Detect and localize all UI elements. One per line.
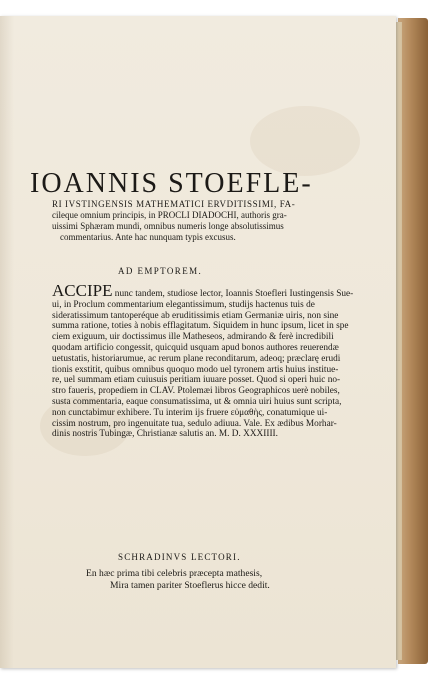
verse-line: En hæc prima tibi celebris præcepta mathesis,: [86, 568, 263, 579]
body-line: quodam artificio congessit, quicquid usquam apud bonos authores reuerendæ: [52, 342, 339, 353]
title-page: [0, 16, 396, 668]
heading-line: commentarius. Ante hac nunquam typis excusus.: [60, 232, 236, 242]
heading-line: RI IVSTINGENSIS MATHEMATICI ERVDITISSIMI, FA-: [52, 199, 296, 209]
body-line: tionis exstitit, quibus omnibus quoquo modo uel tyronem artis huius institue-: [52, 364, 339, 375]
page-gutter-shadow: [0, 16, 14, 668]
body-line: summa ratione, toties à nobis efflagitatum. Siquidem in hunc ipsum, licet in spe: [52, 321, 349, 332]
verse-block: [86, 568, 270, 591]
body-line: susta commentaria, eaque consumatissima, ut & omnia uiri huius sunt scripta,: [52, 396, 342, 407]
address-heading: AD EMPTOREM.: [118, 266, 203, 276]
body-line: dinis nostris Tubingæ, Christianæ salutis an. M. D. XXXIIII.: [52, 429, 278, 440]
body-line: ui, in Proclum commentarium elegantissimum, studijs hactenus tuis de: [52, 299, 315, 310]
body-line: re, uel summam etiam cuiusuis peritiam iuuare posset. Quod si operi huic no-: [52, 375, 341, 386]
body-line: non cunctabimur exhibere. Tu interim ijs fruere εὐμαθὴς, conatumique ui-: [52, 407, 328, 418]
body-line-text: nunc tandem, studiose lector, Ioannis Stoefleri Iustingensis Sue-: [112, 289, 354, 299]
signature-heading: SCHRADINVS LECTORI.: [118, 552, 241, 562]
body-line: sideratissimum tantoperéque ab eruditissimis etiam Germaniæ uiris, non sine: [52, 310, 339, 321]
body-line: cissim nostrum, pro ingenuitate tua, sedulo adiuua. Vale. Ex ædibus Morhar-: [52, 418, 337, 429]
drop-cap-word: ACCIPE: [52, 281, 113, 300]
page-title: IOANNIS STOEFLE-: [30, 168, 313, 199]
heading-line: uissimi Sphæram mundi, omnibus numeris longe absolutissimus: [52, 221, 284, 231]
verse-line: Mira tamen pariter Stoeflerus hicce dedit.: [110, 579, 270, 591]
body-line: ciem exiguum, uir doctissimus ille Matheseos, admirando & ferè incredibili: [52, 332, 334, 343]
heading-line: cileque omnium principis, in PROCLI DIADOCHI, authoris gra-: [52, 210, 287, 220]
body-line: stro faueris, propediem in CLAV. Ptolemæi libros Geographicos uerè nobiles,: [52, 386, 340, 397]
body-line: [52, 281, 362, 300]
body-line: uetustatis, historiarumue, ac rerum plane reconditarum, adeoq; præclarę erudi: [52, 353, 341, 364]
body-text: [52, 281, 362, 440]
paper-stain: [250, 106, 360, 176]
heading-block: [52, 199, 362, 243]
book-cover-board: [398, 18, 428, 664]
